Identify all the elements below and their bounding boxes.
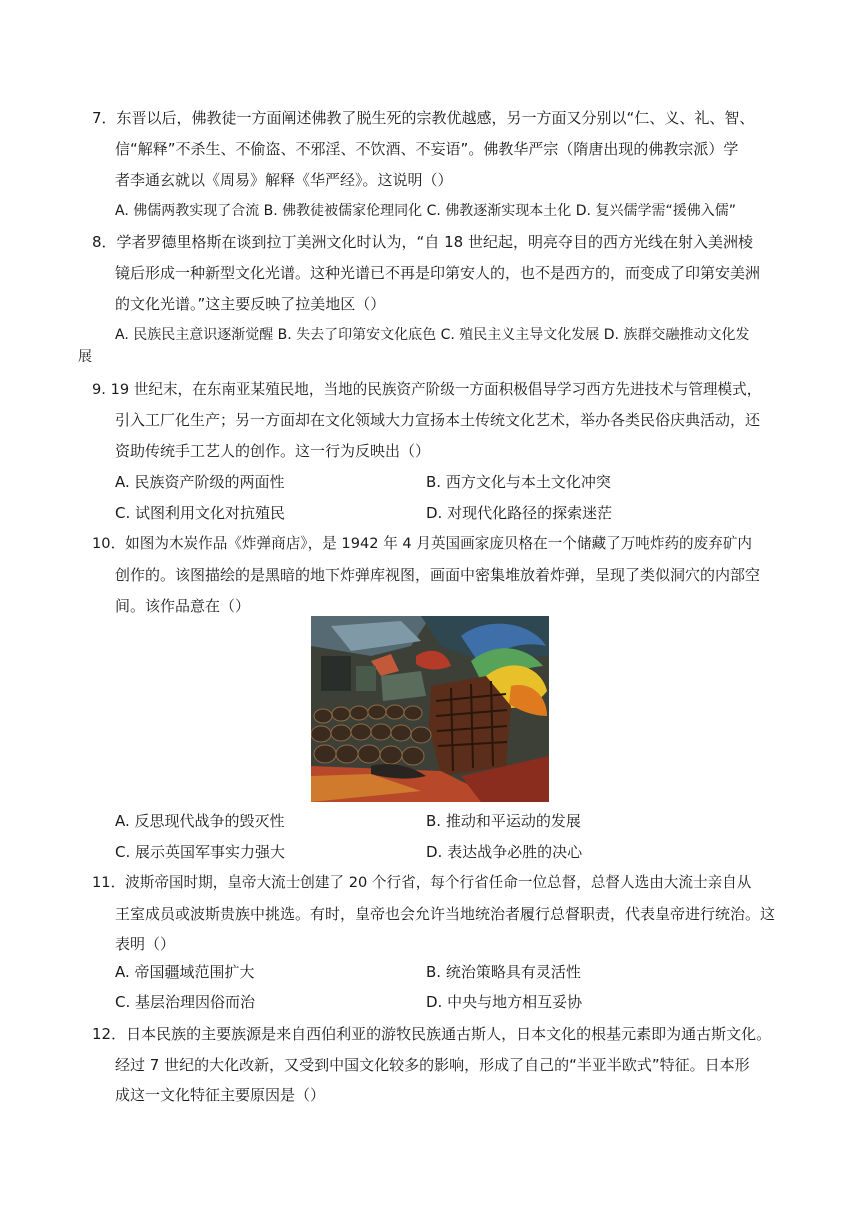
q9-option-c: C. 试图利用文化对抗殖民 — [115, 504, 286, 522]
q11-stem-line-3: 表明（） — [115, 935, 176, 953]
q10-option-d: D. 表达战争必胜的决心 — [426, 843, 583, 861]
q9-option-b: B. 西方文化与本土文化冲突 — [426, 473, 611, 491]
q10-stem-line-3: 间。该作品意在（） — [115, 597, 251, 615]
q11-option-b: B. 统治策略具有灵活性 — [426, 963, 581, 981]
q9-option-d: D. 对现代化路径的探索迷茫 — [426, 504, 613, 522]
q8-stem-line-3: 的文化光谱。”这主要反映了拉美地区（） — [115, 295, 386, 313]
q10-option-a: A. 反思现代战争的毁灭性 — [115, 812, 285, 830]
q11-option-d: D. 中央与地方相互妥协 — [426, 993, 583, 1011]
q8-stem-line-1: 8．学者罗德里格斯在谈到拉丁美洲文化时认为，“自 18 世纪起，明亮夺目的西方光线在射入美洲棱 — [92, 233, 753, 251]
q10-option-b: B. 推动和平运动的发展 — [426, 812, 581, 830]
q11-stem-line-1: 11．波斯帝国时期，皇帝大流士创建了 20 个行省，每个行省任命一位总督，总督人选由大流士亲自从 — [92, 874, 752, 891]
bomb-store-painting — [311, 616, 549, 802]
q11-option-a: A. 帝国疆域范围扩大 — [115, 963, 255, 981]
q8-options-wrap: 展 — [78, 349, 92, 365]
q7-stem-line-1: 7．东晋以后，佛教徒一方面阐述佛教了脱生死的宗教优越感，另一方面又分别以“仁、义、礼、智、 — [92, 109, 755, 127]
q11-stem-line-2: 王室成员或波斯贵族中挑选。有时，皇帝也会允许当地统治者履行总督职责，代表皇帝进行统治。这 — [115, 905, 776, 923]
q7-stem-line-2: 信“解释”不杀生、不偷盗、不邪淫、不饮酒、不妄语”。佛教华严宗（隋唐出现的佛教宗派）学 — [115, 140, 739, 158]
q9-stem-line-1: 9. 19 世纪末，在东南亚某殖民地，当地的民族资产阶级一方面积极倡导学习西方先进技术与管理模式， — [92, 381, 762, 398]
q8-stem-line-2: 镜后形成一种新型文化光谱。这种光谱已不再是印第安人的，也不是西方的，而变成了印第安美洲 — [115, 264, 761, 282]
q11-option-c: C. 基层治理因俗而治 — [115, 993, 256, 1011]
q7-stem-line-3: 者李通玄就以《周易》解释《华严经》。这说明（） — [115, 171, 453, 189]
q10-stem-line-2: 创作的。该图描绘的是黑暗的地下炸弹库视图，画面中密集堆放着炸弹，呈现了类似洞穴的内部空 — [115, 566, 761, 584]
q10-stem-line-1: 10．如图为木炭作品《炸弹商店》，是 1942 年 4 月英国画家庞贝格在一个储藏了万吨炸药的废弃矿内 — [92, 535, 753, 552]
q9-stem-line-2: 引入工厂化生产；另一方面却在文化领域大力宣扬本土传统文化艺术，举办各类民俗庆典活动，还 — [115, 411, 761, 429]
q12-stem-line-1: 12．日本民族的主要族源是来自西伯利亚的游牧民族通古斯人，日本文化的根基元素即为通古斯文化。 — [92, 1025, 772, 1043]
q8-options: A. 民族民主意识逐渐觉醒 B. 失去了印第安文化底色 C. 殖民主义主导文化发展 D. 族群交融推动文化发 — [115, 327, 750, 343]
q12-stem-line-2: 经过 7 世纪的大化改新，又受到中国文化较多的影响，形成了自己的“半亚半欧式”特征。日本形 — [115, 1056, 750, 1074]
q12-stem-line-3: 成这一文化特征主要原因是（） — [115, 1086, 326, 1104]
q9-stem-line-3: 资助传统手工艺人的创作。这一行为反映出（） — [115, 442, 431, 460]
q7-options: A. 佛儒两教实现了合流 B. 佛教徒被儒家伦理同化 C. 佛教逐渐实现本土化 D. 复兴儒学需“援佛入儒” — [115, 203, 736, 219]
q9-option-a: A. 民族资产阶级的两面性 — [115, 473, 285, 491]
q10-option-c: C. 展示英国军事实力强大 — [115, 843, 286, 861]
